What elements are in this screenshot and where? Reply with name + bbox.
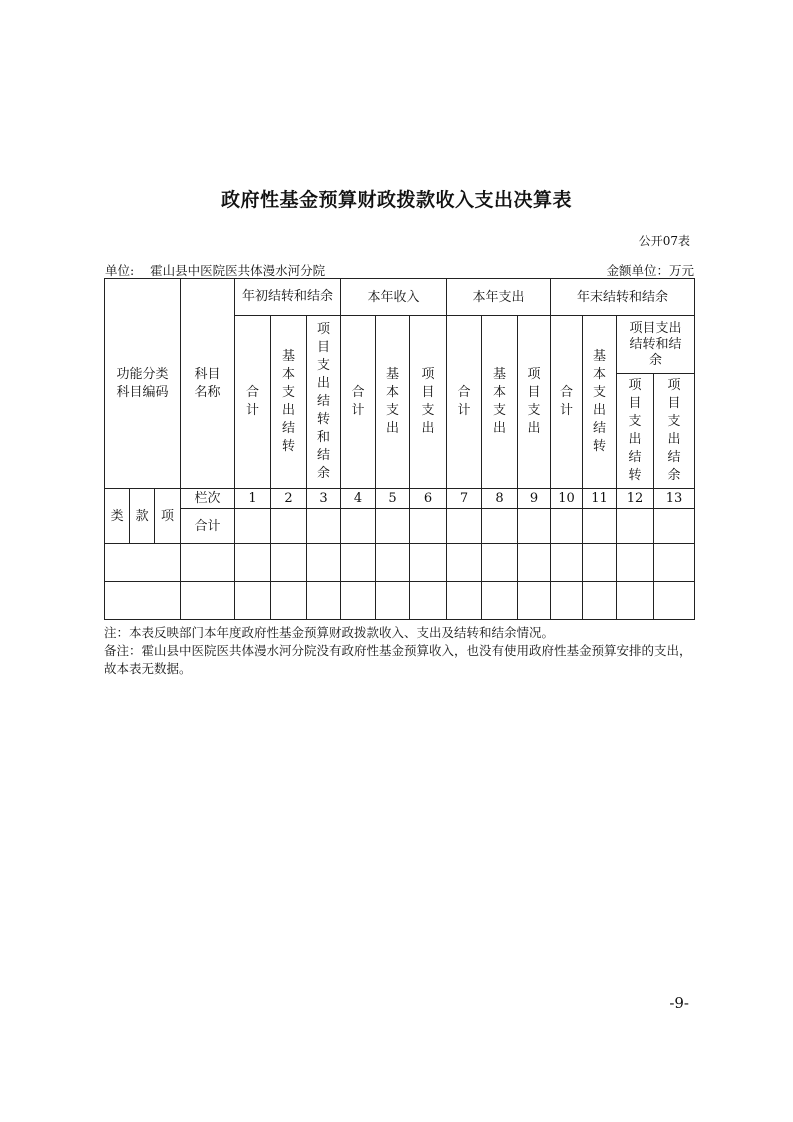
col-num: 3: [307, 489, 341, 509]
unit-label: 单位:: [105, 263, 135, 278]
unit-row: [105, 261, 694, 279]
page-title: 政府性基金预算财政拨款收入支出决算表: [220, 189, 572, 211]
begin-header: 年初结转和结余: [235, 279, 341, 316]
note-1: 注：本表反映部门本年度政府性基金预算财政拨款收入、支出及结转和结余情况。: [104, 625, 555, 640]
col-num: 1: [235, 489, 271, 509]
col-num: 11: [583, 489, 617, 509]
lei-kuan-xiang: [105, 489, 181, 544]
end-header: 年末结转和结余: [551, 279, 695, 316]
end-project-balance: 项目支出结余: [654, 374, 695, 489]
form-number: 公开07表: [638, 234, 690, 248]
col-num: 12: [617, 489, 654, 509]
end-total: 合计: [551, 316, 583, 489]
col-index-label: 栏次: [181, 489, 235, 509]
index-row: [105, 489, 695, 509]
end-project-carry-balance: 项目支出结转和结余: [617, 316, 695, 374]
col-num: 6: [410, 489, 447, 509]
col-num: 2: [271, 489, 307, 509]
notes: [104, 624, 704, 678]
col-num: 7: [447, 489, 482, 509]
xiang-label: 项: [160, 508, 174, 524]
expense-project: 项目支出: [518, 316, 551, 489]
amount-unit: 金额单位：万元: [606, 263, 694, 278]
page-number: -9-: [669, 994, 689, 1012]
subject-name-header: 科目名称: [181, 279, 235, 489]
col-num: 4: [341, 489, 376, 509]
income-total: 合计: [341, 316, 376, 489]
lei-label: 类: [105, 489, 130, 543]
note-2: 备注：霍山县中医院医共体漫水河分院没有政府性基金预算收入，也没有使用政府性基金预算安排的支出，故本表无数据。: [104, 643, 692, 676]
expense-basic: 基本支出: [482, 316, 518, 489]
end-project-carry: 项目支出结转: [617, 374, 654, 489]
budget-table: [104, 278, 695, 620]
func-code-header: 功能分类科目编码: [105, 279, 181, 489]
header-row-1: [105, 279, 695, 316]
begin-basic-carry: 基本支出结转: [271, 316, 307, 489]
income-basic: 基本支出: [376, 316, 410, 489]
table-row: [105, 544, 695, 582]
col-num: 8: [482, 489, 518, 509]
col-num: 13: [654, 489, 695, 509]
income-project: 项目支出: [410, 316, 447, 489]
begin-project-carry-balance: 项目支出结转和结余: [307, 316, 341, 489]
sum-row: [105, 509, 695, 544]
unit-value: 霍山县中医院医共体漫水河分院: [150, 263, 326, 278]
col-num: 5: [376, 489, 410, 509]
expense-total: 合计: [447, 316, 482, 489]
begin-total: 合计: [235, 316, 271, 489]
col-num: 9: [518, 489, 551, 509]
col-num: 10: [551, 489, 583, 509]
table-row: [105, 582, 695, 620]
expense-header: 本年支出: [447, 279, 551, 316]
income-header: 本年收入: [341, 279, 447, 316]
sum-row-label: 合计: [181, 509, 235, 544]
kuan-label: 款: [130, 489, 155, 543]
end-basic-carry: 基本支出结转: [583, 316, 617, 489]
